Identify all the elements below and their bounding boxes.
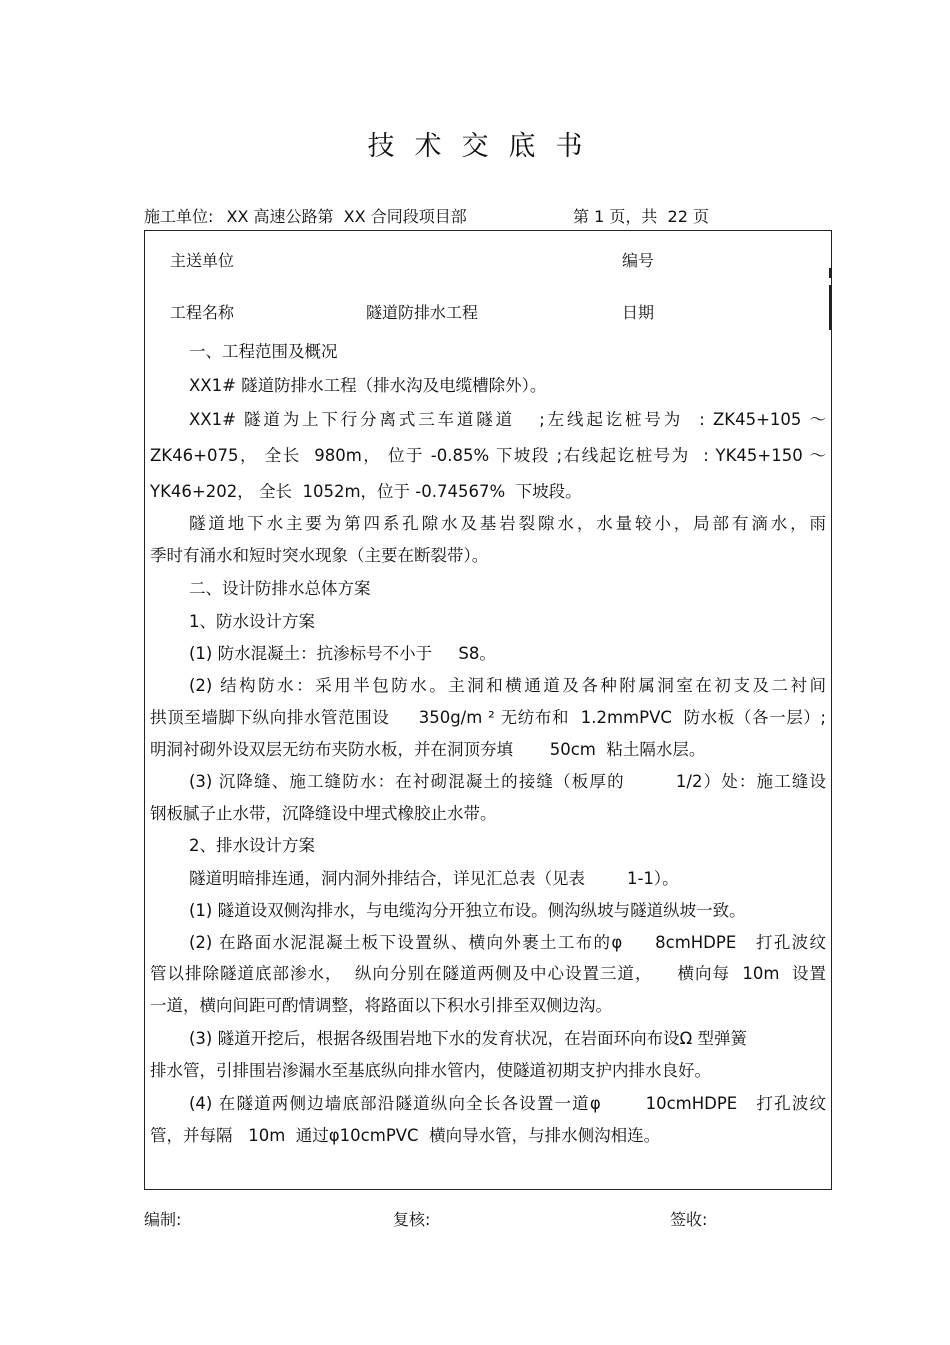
subsection-heading: 1、防水设计方案 <box>189 612 315 631</box>
body-line: 管以排除隧道底部渗水， 纵向分别在隧道两侧及中心设置三道， 横向每 10m 设置 <box>150 964 826 983</box>
prepared-by-label: 编制: <box>144 1210 182 1229</box>
body-line: 明洞衬砌外设双层无纺布夹防水板，并在洞顶夯填 50cm 粘土隔水层。 <box>150 740 706 759</box>
project-name-value: 隧道防排水工程 <box>366 303 479 322</box>
body-line: 管，并每隔 10m 通过φ10cmPVC 横向导水管，与排水侧沟相连。 <box>150 1126 661 1145</box>
body-line: (3) 沉降缝、施工缝防水：在衬砌混凝土的接缝（板厚的 1/2）处：施工缝设 <box>189 772 826 791</box>
received-by-label: 签收: <box>670 1210 708 1229</box>
body-line: 排水管，引排围岩渗漏水至基底纵向排水管内，使隧道初期支护内排水良好。 <box>150 1061 711 1080</box>
body-line: XX1# 隧道为上下行分离式三车道隧道 ;左线起讫桩号为 : ZK45+105 ～ <box>189 410 826 429</box>
page-info: 第 1 页，共 22 页 <box>573 207 709 226</box>
section-heading: 一、工程范围及概况 <box>189 342 338 361</box>
body-line: ZK46+075， 全长 980m， 位于 -0.85% 下坡段 ;右线起讫桩号为 : YK45+150 ～ <box>150 446 826 465</box>
frame-tick <box>829 268 831 278</box>
date-label: 日期 <box>622 303 655 322</box>
project-name-label: 工程名称 <box>170 303 235 322</box>
number-label: 编号 <box>622 251 655 270</box>
body-line: (4) 在隧道两侧边墙底部沿隧道纵向全长各设置一道φ 10cmHDPE 打孔波纹 <box>189 1094 826 1113</box>
body-line: 一道，横向间距可酌情调整，将路面以下积水引排至双侧边沟。 <box>150 996 612 1015</box>
frame-tick <box>829 285 831 330</box>
body-line: (2) 在路面水泥混凝土板下设置纵、横向外裹土工布的φ 8cmHDPE 打孔波纹 <box>189 933 826 952</box>
section-heading: 二、设计防排水总体方案 <box>189 579 371 598</box>
body-line: (1) 防水混凝土：抗渗标号不小于 S8。 <box>189 644 496 663</box>
construction-unit-label: 施工单位: <box>144 207 214 226</box>
document-title: 技术交底书 <box>367 131 603 162</box>
body-line: 钢板腻子止水带，沉降缝设中埋式橡胶止水带。 <box>150 804 497 823</box>
subsection-heading: 2、排水设计方案 <box>189 836 315 855</box>
body-line: 季时有涌水和短时突水现象（主要在断裂带）。 <box>150 546 489 565</box>
reviewed-by-label: 复核: <box>393 1210 431 1229</box>
body-line: YK46+202， 全长 1052m，位于 -0.74567% 下坡段。 <box>150 482 582 501</box>
send-unit-label: 主送单位 <box>170 251 235 270</box>
body-line: 拱顶至墙脚下纵向排水管范围设 350g/m ² 无纺布和 1.2mmPVC 防水板（各一层）; <box>150 708 826 727</box>
body-line: 隧道明暗排连通，洞内洞外排结合，详见汇总表（见表 1-1）。 <box>189 869 679 888</box>
body-line: (2) 结构防水：采用半包防水。主洞和横通道及各种附属洞室在初支及二衬间 <box>189 676 826 695</box>
body-line: 隧道地下水主要为第四系孔隙水及基岩裂隙水，水量较小，局部有滴水，雨 <box>189 514 826 533</box>
construction-unit-value: XX 高速公路第 XX 合同段项目部 <box>226 207 467 226</box>
body-line: (1) 隧道设双侧沟排水，与电缆沟分开独立布设。侧沟纵坡与隧道纵坡一致。 <box>189 901 746 920</box>
construction-unit <box>144 204 467 227</box>
body-line: XX1# 隧道防排水工程（排水沟及电缆槽除外）。 <box>189 376 547 395</box>
body-line: (3) 隧道开挖后，根据各级围岩地下水的发育状况，在岩面环向布设Ω 型弹簧 <box>189 1029 747 1048</box>
